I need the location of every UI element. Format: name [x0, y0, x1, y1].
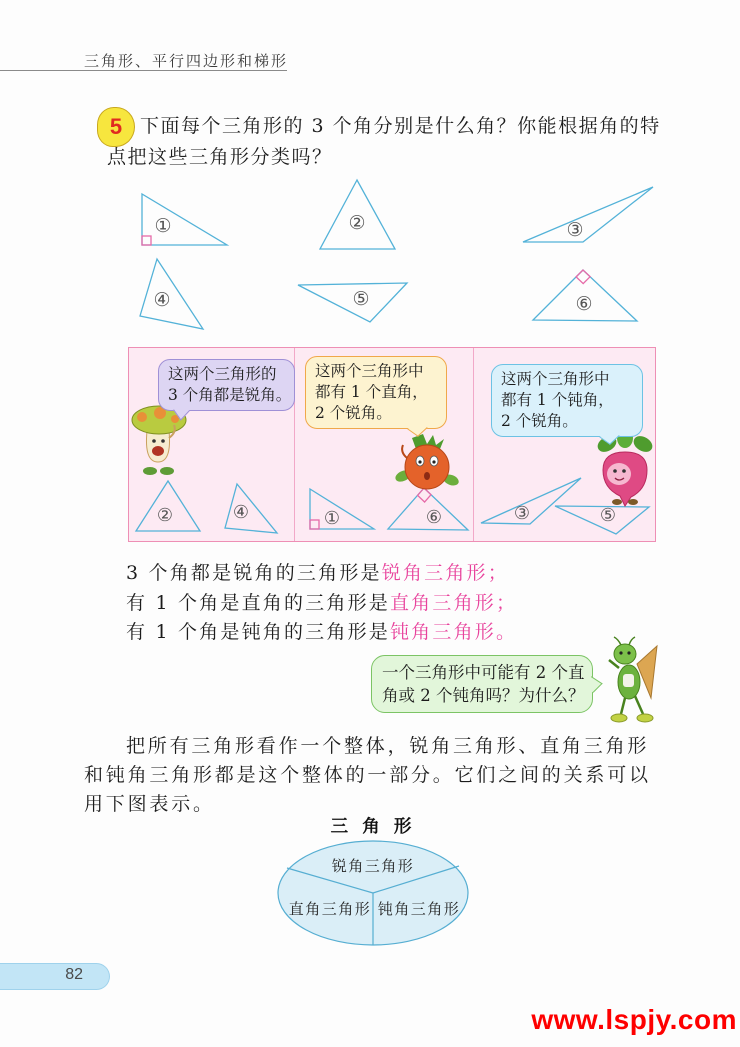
- paragraph-line: 和钝角三角形都是这个整体的一部分。它们之间的关系可以: [84, 764, 651, 786]
- bubble-text: 3 个角都是锐角。: [168, 386, 292, 404]
- box-triangle-1-label: ①: [323, 508, 341, 529]
- definition-prefix: 3 个角都是锐角的三角形是: [126, 562, 382, 584]
- grasshopper-character-icon: [597, 634, 669, 726]
- definition-term: 直角三角形；: [389, 591, 518, 614]
- triangle-3-label: ③: [566, 219, 584, 241]
- definition-obtuse: [126, 618, 517, 648]
- definition-acute: [126, 559, 517, 589]
- paragraph-line: 把所有三角形看作一个整体，锐角三角形、直角三角形: [126, 735, 650, 757]
- triangle-4-label: ④: [153, 289, 171, 311]
- triangle-5-label: ⑤: [352, 288, 370, 310]
- problem-number-badge: [97, 107, 135, 147]
- bubble-text: 这两个三角形的: [168, 365, 277, 383]
- triangle-6-label: ⑥: [575, 293, 593, 315]
- bubble-text: 这两个三角形中: [501, 370, 610, 388]
- problem-number: 5: [109, 114, 123, 139]
- right-angle-marker-1: [142, 236, 151, 245]
- bubble-text: 都有 1 个钝角，: [501, 391, 614, 409]
- bubble-text: 一个三角形中可能有 2 个直: [382, 663, 585, 682]
- radish-character-icon: [591, 428, 659, 508]
- bubble-text: 这两个三角形中: [315, 362, 424, 380]
- speech-bubble-acute: [158, 359, 295, 411]
- diagram-label-obtuse: 钝角三角形: [377, 900, 461, 918]
- definition-prefix: 有 1 个角是钝角的三角形是: [126, 621, 390, 643]
- speech-bubble-obtuse: [491, 364, 643, 437]
- watermark: www.lspjy.com: [531, 1004, 737, 1035]
- page-number: 82: [65, 966, 83, 983]
- definition-right: [126, 589, 517, 619]
- box-triangle-3-label: ③: [513, 503, 531, 524]
- box-triangle-4-label: ④: [232, 502, 250, 523]
- triangle-1-label: ①: [154, 215, 172, 237]
- right-angle-marker-6: [576, 270, 590, 284]
- diagram-label-acute: 锐角三角形: [331, 857, 415, 875]
- bubble-text: 2 个锐角。: [501, 412, 578, 430]
- definition-prefix: 有 1 个角是直角的三角形是: [126, 591, 390, 614]
- bubble-text: 2 个锐角。: [315, 404, 392, 422]
- definition-term: 钝角三角形。: [389, 621, 518, 643]
- bubble-text: 都有 1 个直角，: [315, 383, 428, 401]
- question-bubble: [371, 655, 593, 713]
- triangle-classification-diagram: [268, 834, 478, 954]
- triangles-figure: [90, 173, 670, 345]
- triangle-2-label: ②: [348, 212, 366, 234]
- paragraph-line: 用下图表示。: [84, 793, 215, 815]
- triangle-3: [523, 187, 653, 242]
- box-triangle-6-label: ⑥: [425, 507, 443, 528]
- tomato-character-icon: [393, 432, 461, 494]
- triangle-4: [140, 259, 203, 329]
- box-triangle-3: [481, 478, 581, 524]
- box-right-angle-marker-1: [310, 520, 319, 529]
- page-number-pill: [0, 963, 110, 990]
- definitions: [126, 559, 517, 648]
- bubble-text: 角或 2 个钝角吗？为什么？: [382, 686, 585, 705]
- box-triangle-5-label: ⑤: [599, 505, 617, 526]
- chapter-title: 三角形、平行四边形和梯形: [84, 52, 289, 70]
- box-triangle-2-label: ②: [156, 505, 174, 526]
- problem-text-line1: 下面每个三角形的 3 个角分别是什么角？你能根据角的特: [140, 115, 661, 137]
- speech-bubble-right: [305, 356, 447, 429]
- problem-text-line2: 点把这些三角形分类吗？: [107, 146, 333, 168]
- body-paragraph: [84, 732, 670, 819]
- diagram-label-right: 直角三角形: [288, 900, 372, 918]
- definition-term: 锐角三角形；: [381, 562, 509, 584]
- classification-box: [128, 347, 656, 542]
- diagram-title: 三 角 形: [330, 817, 416, 837]
